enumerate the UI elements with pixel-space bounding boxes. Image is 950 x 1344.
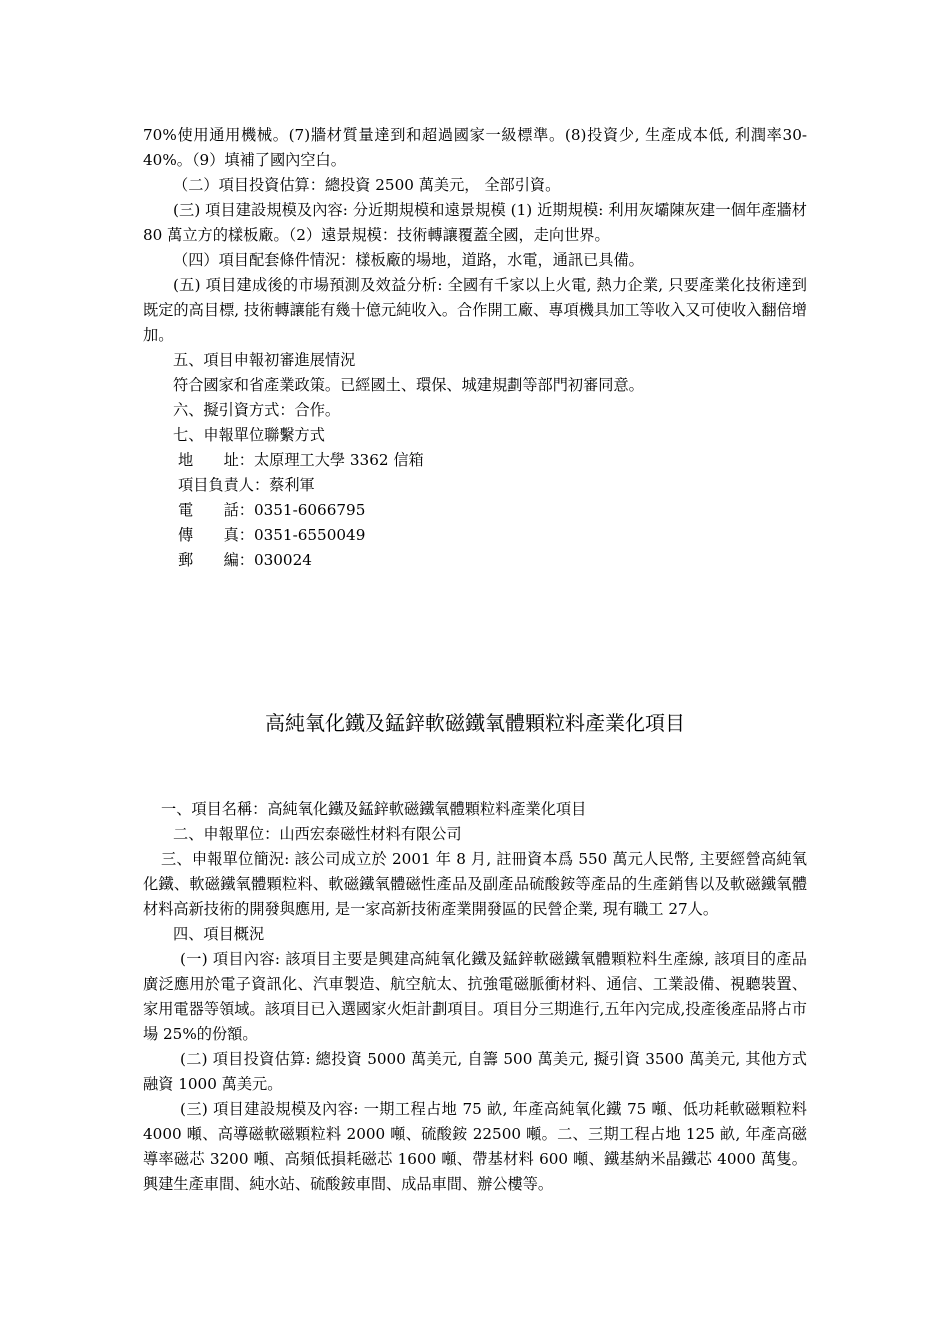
- paragraph-supporting-conditions: （四）項目配套條件情況：樣板廠的場地，道路，水電，通訊已具備。: [173, 251, 644, 269]
- contact-phone: [143, 498, 807, 523]
- contact-postcode: [143, 548, 807, 573]
- contact-address: [143, 448, 807, 473]
- contact-address-value: 太原理工大學 3362 信箱: [253, 451, 424, 469]
- section1-body: [143, 123, 807, 573]
- paragraph-applicant-profile: 三、申報單位簡況: 該公司成立於 2001 年 8 月, 註冊資本爲 550 萬元人民幣, 主要經營高純氧化鐵、軟磁鐵氧體顆粒料、軟磁鐵氧體磁性產品及副產品硫酸銨等產品的生產銷售以及軟磁鐵氧體材料高新技術的開發與應用, 是一家高新技術產業開發區的民營企業, 現有職工 27人。: [143, 850, 807, 918]
- contact-person: [143, 473, 807, 498]
- contact-fax-label: 傳 真：: [178, 526, 254, 544]
- paragraph-review-status: 符合國家和省產業政策。已經國土、環保、城建規劃等部門初審同意。: [173, 376, 644, 394]
- paragraph-investment-method: 六、擬引資方式：合作。: [173, 401, 341, 419]
- paragraph-advantages-end: 70%使用通用機械。(7)牆材質量達到和超過國家一級標準。(8)投資少, 生產成本低, 利潤率30-40%。（9）填補了國內空白。: [143, 126, 807, 169]
- paragraph-applicant: 二、申報單位：山西宏泰磁性材料有限公司: [173, 825, 462, 843]
- section2-body: [143, 797, 807, 1197]
- contact-person-value: 蔡利軍: [269, 476, 315, 494]
- contact-person-label: 項目負責人：: [178, 476, 270, 494]
- paragraph-project-investment: (二) 項目投資估算: 總投資 5000 萬美元, 自籌 500 萬美元, 擬引資 3500 萬美元, 其他方式融資 1000 萬美元。: [143, 1050, 807, 1093]
- heading-project-overview: 四、項目概況: [173, 925, 265, 943]
- paragraph-construction-scale: (三) 項目建設規模及內容: 分近期規模和遠景規模 (1) 近期規模: 利用灰壩陳灰建一個年產牆材 80 萬立方的樣板廠。（2）遠景規模：技術轉讓覆蓋全國，走向世界。: [143, 201, 807, 244]
- paragraph-market-forecast: (五) 項目建成後的市場預測及效益分析: 全國有千家以上火電, 熱力企業, 只要產業化技術達到既定的高目標, 技術轉讓能有幾十億元純收入。合作開工廠、專項機具加工等收入又可使收入翻倍增加。: [143, 276, 807, 344]
- contact-phone-label: 電 話：: [178, 501, 254, 519]
- paragraph-investment-estimate: （二）項目投資估算：總投資 2500 萬美元， 全部引資。: [173, 176, 561, 194]
- contact-postcode-label: 郵 編：: [178, 551, 254, 569]
- contact-address-label: 地 址：: [178, 451, 254, 469]
- contact-fax: [143, 523, 807, 548]
- heading-review-progress: 五、項目申報初審進展情況: [173, 351, 356, 369]
- paragraph-project-content: (一) 項目內容: 該項目主要是興建高純氧化鐵及錳鋅軟磁鐵氧體顆粒料生產線, 該項目的產品廣泛應用於電子資訊化、汽車製造、航空航太、抗強電磁脈衝材料、通信、工業設備、視聽裝置、家用電器等領域。該項目已入選國家火炬計劃項目。項目分三期進行,五年內完成,投產後產品將占市場 25%的份額。: [143, 950, 807, 1043]
- paragraph-project-name: 一、項目名稱：高純氧化鐵及錳鋅軟磁鐵氧體顆粒料產業化項目: [161, 800, 587, 818]
- contact-phone-value: 0351-6066795: [253, 501, 366, 519]
- contact-postcode-value: 030024: [253, 551, 312, 569]
- heading-contact: 七、申報單位聯繫方式: [173, 426, 325, 444]
- paragraph-project-scale: (三) 項目建設規模及內容: 一期工程占地 75 畝, 年產高純氧化鐵 75 噸、低功耗軟磁顆粒料 4000 噸、高導磁軟磁顆粒料 2000 噸、硫酸銨 22500 噸。二、三期工程占地 125 畝, 年產高磁導率磁芯 3200 噸、高頻低損耗磁芯 1600 噸、帶基材料 600 噸、鐵基納米晶鐵芯 4000 萬隻。興建生產車間、純水站、硫酸銨車間、成品車間、辦公樓等。: [143, 1100, 807, 1193]
- section2-title: 高純氧化鐵及錳鋅軟磁鐵氧體顆粒料產業化項目: [265, 711, 685, 735]
- contact-fax-value: 0351-6550049: [253, 526, 366, 544]
